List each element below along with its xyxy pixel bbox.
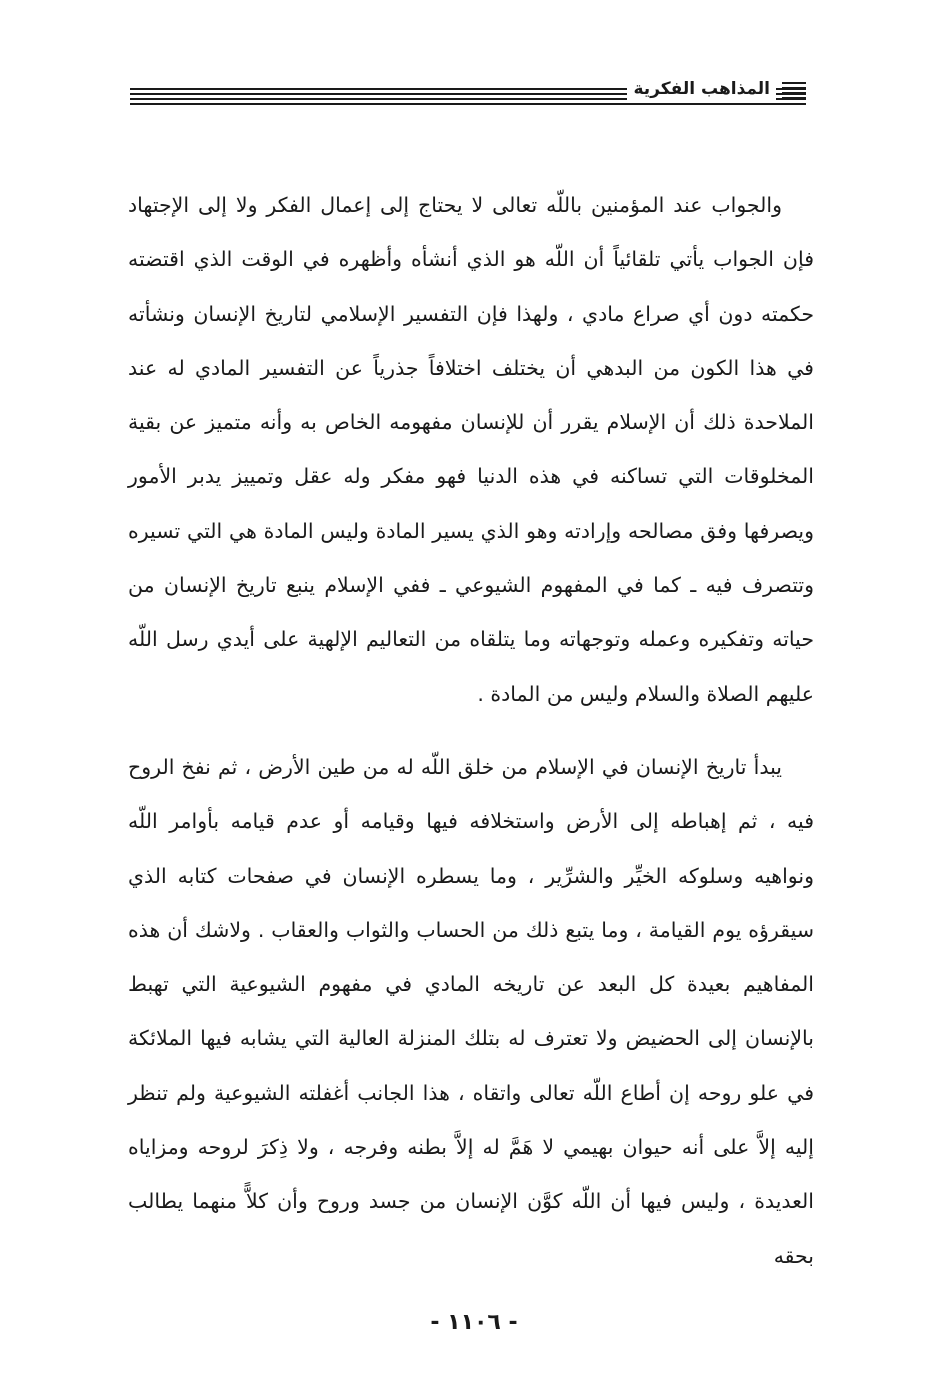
page-number: - ١١٠٦ -	[430, 1310, 518, 1335]
body-text	[128, 178, 814, 1283]
paragraph-2: يبدأ تاريخ الإنسان في الإسلام من خلق اللّه له من طين الأرض ، ثم نفخ الروح فيه ، ثم إهباطه إلى الأرض واستخلافه فيها وقيامه أو عدم قيامه بأوامر اللّه ونواهيه وسلوكه الخيِّر والشرِّير ، وما يسطره الإنسان في صفحات كتابه الذي سيقرؤه يوم القيامة ، وما يتبع ذلك من الحساب والثواب والعقاب . ولاشك أن هذه المفاهيم بعيدة كل البعد عن تاريخه المادي في مفهوم الشيوعية التي تهبط بالإنسان إلى الحضيض ولا تعترف له بتلك المنزلة العالية التي يشابه فيها الملائكة في علو روحه إن أطاع اللّه تعالى واتقاه ، هذا الجانب أغفلته الشيوعية ولم تنظر إليه إلاَّ على أنه حيوان بهيمي لا هَمَّ له إلاَّ بطنه وفرجه ، ولا ذِكرَ لروحه ومزاياه العديدة ، وليس فيها أن اللّه كوَّن الإنسان من جسد وروح وأن كلاًّ منهما يطالب بحقه	[128, 754, 814, 1268]
running-header	[130, 78, 806, 112]
paragraph-1: والجواب عند المؤمنين باللّه تعالى لا يحتاج إلى إعمال الفكر ولا إلى الإجتهاد فإن الجواب يأتي تلقائياً أن اللّه هو الذي أنشأه وأظهره في الوقت الذي اقتضته حكمته دون أي صراع مادي ، ولهذا فإن التفسير الإسلامي لتاريخ الإنسان ونشأته في هذا الكون من البدهي أن يختلف اختلافاً جذرياً عن التفسير المادي له عند الملاحدة ذلك أن الإسلام يقرر أن للإنسان مفهومه الخاص به وأنه متميز عن بقية المخلوقات التي تساكنه في هذه الدنيا فهو مفكر وله عقل وتمييز يدبر الأمور ويصرفها وفق مصالحه وإرادته وهو الذي يسير المادة وليس المادة هي التي تسيره وتتصرف فيه ـ كما في المفهوم الشيوعي ـ ففي الإسلام ينبع تاريخ الإنسان من حياته وتفكيره وعمله وتوجهاته وما يتلقاه من التعاليم الإلهية على أيدي رسل اللّه عليهم الصلاة والسلام وليس من المادة .	[128, 193, 814, 706]
header-ornament-icon	[782, 81, 806, 99]
header-title: المذاهب الفكرية	[627, 78, 776, 100]
